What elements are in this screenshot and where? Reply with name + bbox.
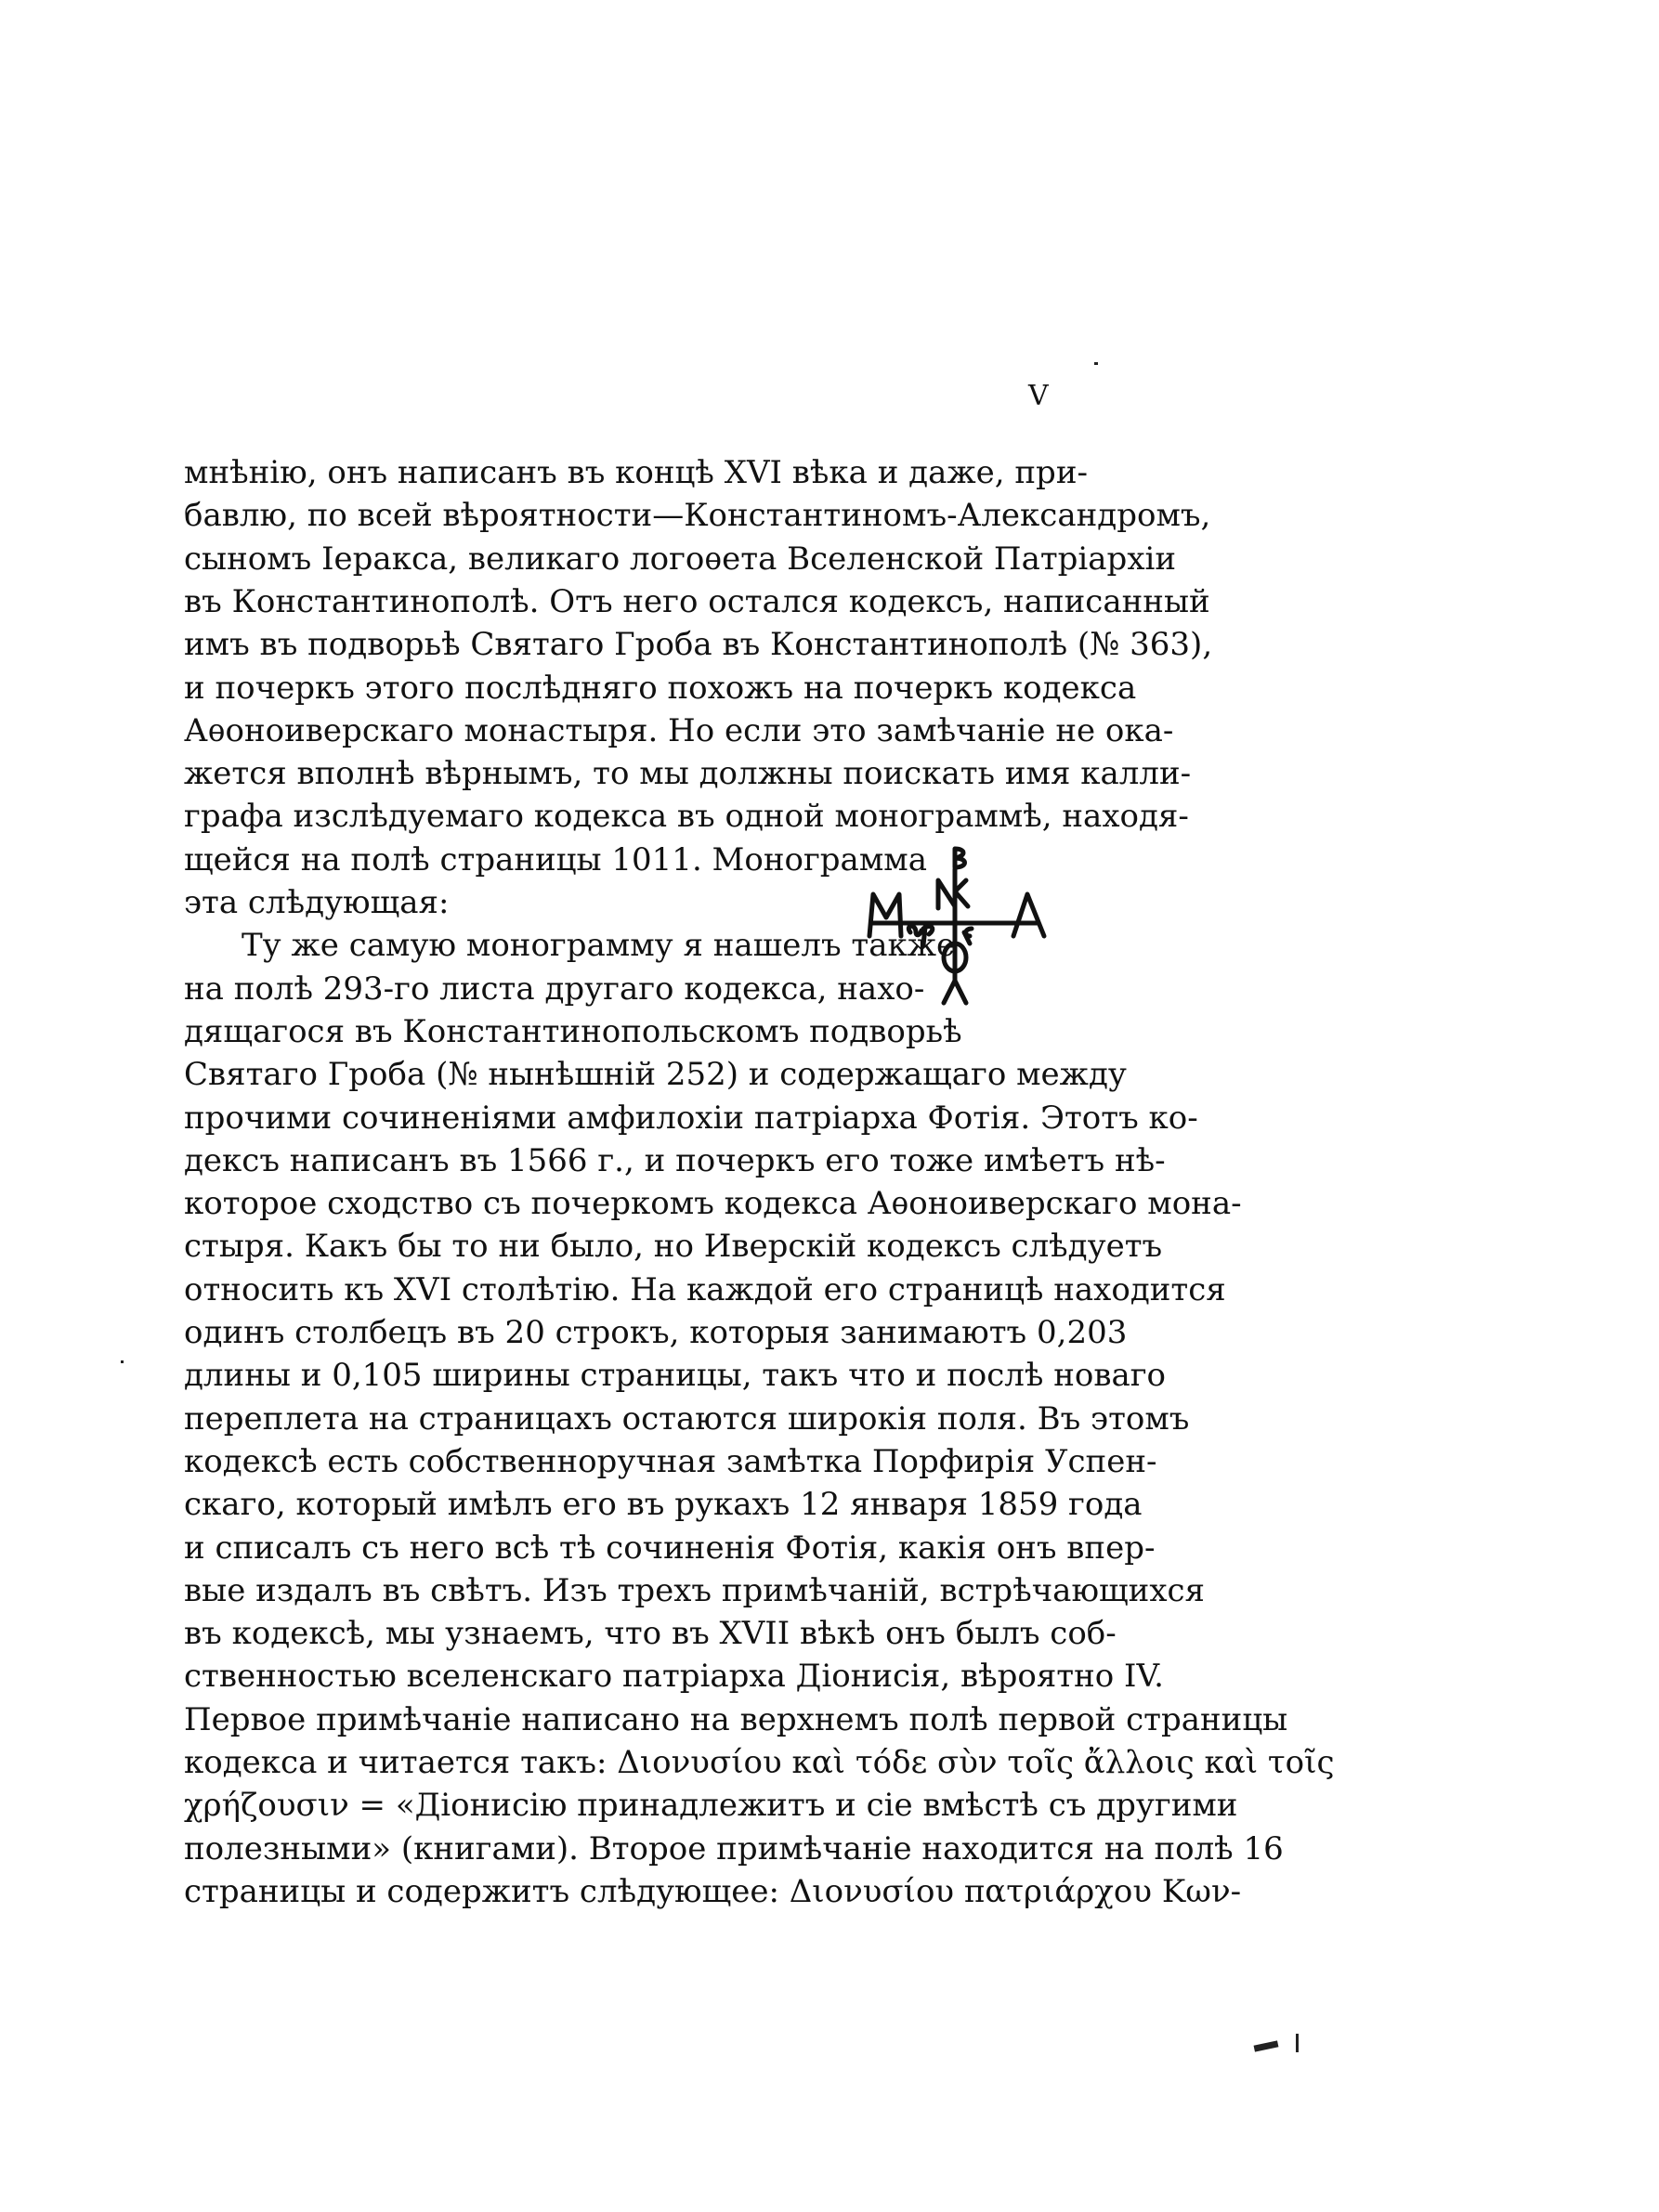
- monogram-m-stroke: [869, 894, 901, 936]
- text-line: мнѣнію, онъ написанъ въ концѣ XVI вѣка и даже, при-: [184, 454, 1088, 491]
- page-speck: [1296, 2034, 1299, 2052]
- text-line: скаго, который имѣлъ его въ рукахъ 12 января 1859 года: [184, 1486, 1143, 1523]
- text-line: въ Константинополѣ. Отъ него остался кодексъ, написанный: [184, 583, 1210, 620]
- text-line: имъ въ подворьѣ Святаго Гроба въ Константинополѣ (№ 363),: [184, 626, 1213, 663]
- text-line: которое сходство съ почеркомъ кодекса Аѳоноиверскаго мона-: [184, 1185, 1242, 1222]
- text-line: графа изслѣдуемаго кодекса въ одной монограммѣ, находя-: [184, 798, 1189, 835]
- text-line: Аѳоноиверскаго монастыря. Но если это замѣчаніе не ока-: [184, 712, 1174, 749]
- text-line: χρήζουσιν = «Діонисію принадлежитъ и сіе вмѣстѣ съ другими: [184, 1787, 1238, 1824]
- monogram-beta-stroke: [955, 849, 965, 867]
- page-speck: [121, 1360, 124, 1363]
- page-speck: [1094, 362, 1098, 365]
- monogram-small-letter-stroke: [964, 929, 972, 943]
- text-line: прочими сочиненіями амфилохіи патріарха Фотія. Этотъ ко-: [184, 1099, 1198, 1137]
- text-line: вые издалъ въ свѣтъ. Изъ трехъ примѣчаній, встрѣчающихся: [184, 1572, 1205, 1609]
- monogram-lambda-stroke: [944, 981, 966, 1003]
- page-speck: [1254, 2040, 1279, 2051]
- text-line: дексъ написанъ въ 1566 г., и почеркъ его тоже имѣетъ нѣ-: [184, 1142, 1166, 1179]
- text-line: ственностью вселенскаго патріарха Діонисія, вѣроятно IV.: [184, 1658, 1164, 1695]
- text-line: въ кодексѣ, мы узнаемъ, что въ XVII вѣкѣ онъ былъ соб-: [184, 1615, 1117, 1652]
- text-line: жется вполнѣ вѣрнымъ, то мы должны поискать имя калли-: [184, 755, 1192, 792]
- text-line: одинъ столбецъ въ 20 строкъ, которыя занимаютъ 0,203: [184, 1314, 1128, 1351]
- monogram-nk-stroke: [938, 880, 968, 908]
- text-line: кодекса и читается такъ: Διονυσίου καὶ τόδε σὺν τοῖς ἄλλοις καὶ τοῖς: [184, 1744, 1335, 1781]
- text-line: Первое примѣчаніе написано на верхнемъ полѣ первой страницы: [184, 1701, 1288, 1738]
- text-line: дящагося въ Константинопольскомъ подворьѣ: [184, 1013, 962, 1050]
- text-line: и почеркъ этого послѣдняго похожъ на почеркъ кодекса: [184, 670, 1137, 707]
- text-line: длины и 0,105 ширины страницы, такъ что и послѣ новаго: [184, 1357, 1167, 1394]
- text-line: стыря. Какъ бы то ни было, но Иверскій кодексъ слѣдуетъ: [184, 1228, 1163, 1265]
- text-line: щейся на полѣ страницы 1011. Монограмма: [184, 841, 927, 878]
- text-line: полезными» (книгами). Второе примѣчаніе находится на полѣ 16: [184, 1830, 1284, 1867]
- text-line: бавлю, по всей вѣроятности—Константиномъ-Александромъ,: [184, 497, 1211, 534]
- text-line: и списалъ съ него всѣ тѣ сочиненія Фотія, какія онъ впер-: [184, 1529, 1156, 1567]
- text-line: на полѣ 293-го листа другаго кодекса, нахо-: [184, 970, 925, 1008]
- text-line: кодексѣ есть собственноручная замѣтка Порфирія Успен-: [184, 1443, 1157, 1480]
- monogram-alpha-stroke: [1013, 894, 1044, 936]
- text-line: Святаго Гроба (№ нынѣшній 252) и содержащаго между: [184, 1056, 1127, 1093]
- text-line: эта слѣдующая:: [184, 884, 450, 921]
- monogram-alpha-rho-stroke: [908, 926, 932, 945]
- text-line: переплета на страницахъ остаются широкія поля. Въ этомъ: [184, 1400, 1190, 1438]
- text-line: сыномъ Іеракса, великаго логоѳета Вселенской Патріархіи: [184, 540, 1177, 578]
- monogram-figure: [862, 843, 1048, 1006]
- text-line: страницы и содержитъ слѣдующее: Διονυσίου πατριάρχου Κων-: [184, 1873, 1242, 1910]
- text-line: Ту же самую монограмму я нашелъ также: [242, 927, 956, 964]
- page-number: V: [1028, 380, 1049, 412]
- text-line: относить къ XVI столѣтію. На каждой его страницѣ находится: [184, 1271, 1226, 1308]
